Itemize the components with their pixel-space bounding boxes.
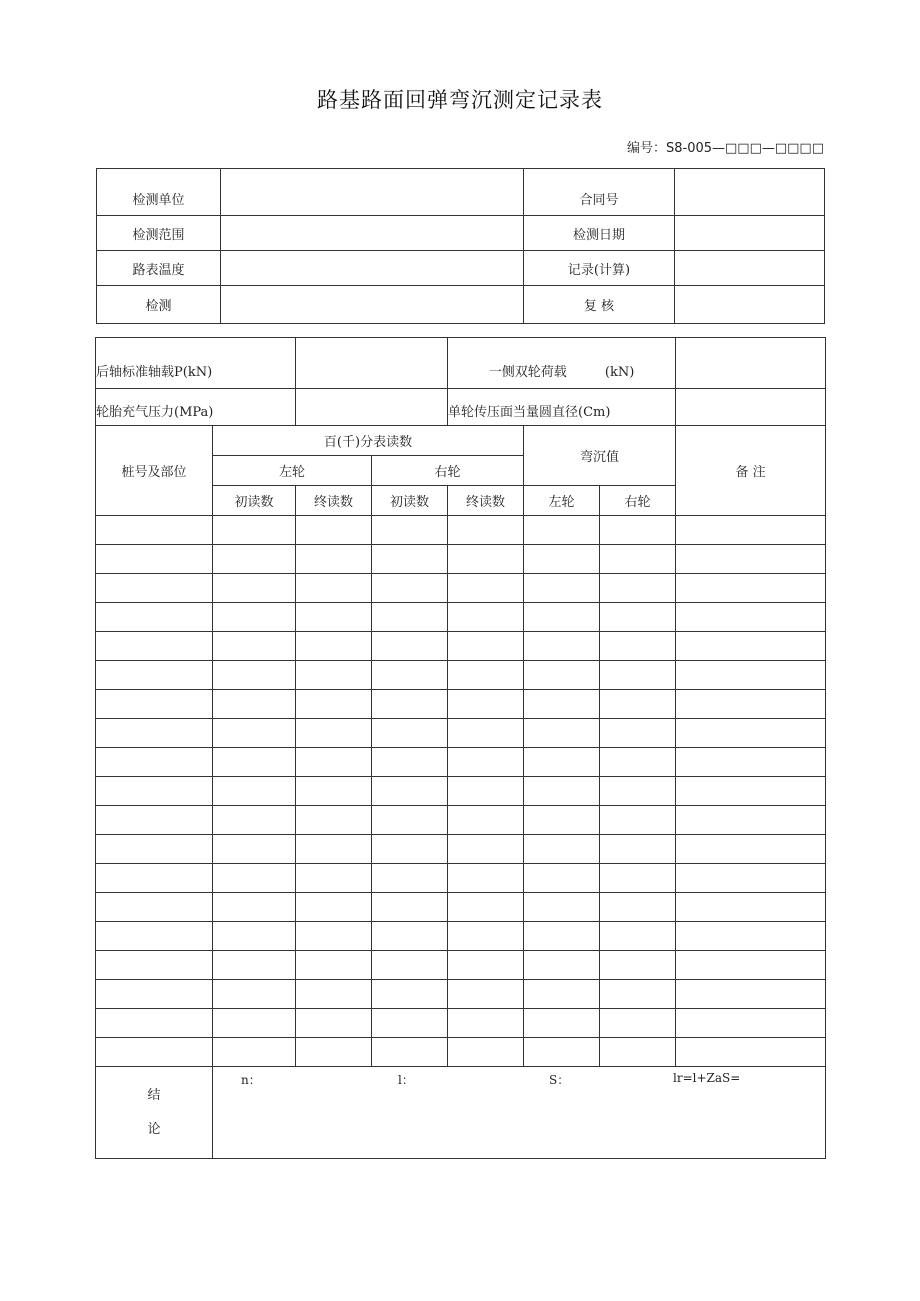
table-cell[interactable]	[448, 603, 524, 632]
label-date: 检测日期	[524, 216, 675, 251]
label-unit: 检测单位	[97, 169, 221, 216]
table-cell[interactable]	[213, 806, 296, 835]
table-cell[interactable]	[213, 603, 296, 632]
table-row	[96, 893, 826, 922]
table-cell[interactable]	[676, 777, 826, 806]
table-cell[interactable]	[296, 951, 372, 980]
table-cell[interactable]	[96, 748, 213, 777]
table-cell[interactable]	[524, 777, 600, 806]
conclusion-s: S：	[549, 1073, 570, 1087]
table-cell[interactable]	[524, 893, 600, 922]
table-cell[interactable]	[524, 690, 600, 719]
table-cell[interactable]	[296, 922, 372, 951]
table-cell[interactable]	[524, 574, 600, 603]
table-cell[interactable]	[372, 603, 448, 632]
table-cell[interactable]	[213, 951, 296, 980]
table-cell[interactable]	[296, 719, 372, 748]
table-cell[interactable]	[600, 748, 676, 777]
table-cell[interactable]	[213, 690, 296, 719]
label-circle-dia: 单轮传压面当量圆直径(Cm)	[448, 389, 676, 426]
table-cell[interactable]	[676, 632, 826, 661]
table-cell[interactable]	[524, 632, 600, 661]
table-cell[interactable]	[372, 574, 448, 603]
table-cell[interactable]	[296, 1009, 372, 1038]
value-tire-pressure[interactable]	[296, 389, 448, 426]
table-cell[interactable]	[296, 603, 372, 632]
table-cell[interactable]	[676, 835, 826, 864]
table-cell[interactable]	[448, 719, 524, 748]
table-cell[interactable]	[296, 661, 372, 690]
table-cell[interactable]	[600, 719, 676, 748]
table-cell[interactable]	[96, 1009, 213, 1038]
table-cell[interactable]	[524, 835, 600, 864]
table-cell[interactable]	[96, 864, 213, 893]
table-cell[interactable]	[372, 893, 448, 922]
table-cell[interactable]	[524, 661, 600, 690]
table-cell[interactable]	[213, 574, 296, 603]
table-cell[interactable]	[372, 661, 448, 690]
table-cell[interactable]	[372, 777, 448, 806]
table-cell[interactable]	[600, 545, 676, 574]
table-cell[interactable]	[448, 980, 524, 1009]
table-cell[interactable]	[676, 1009, 826, 1038]
label-review: 复 核	[524, 286, 675, 324]
table-cell[interactable]	[213, 661, 296, 690]
page-title: 路基路面回弹弯沉测定记录表	[317, 88, 603, 112]
label-range: 检测范围	[97, 216, 221, 251]
table-row	[96, 806, 826, 835]
table-cell[interactable]	[524, 922, 600, 951]
table-cell[interactable]	[448, 922, 524, 951]
table-cell[interactable]	[524, 951, 600, 980]
table-cell[interactable]	[372, 922, 448, 951]
data-rows	[96, 516, 826, 1067]
table-cell[interactable]	[600, 574, 676, 603]
table-cell[interactable]	[448, 574, 524, 603]
table-cell[interactable]	[448, 864, 524, 893]
label-contract: 合同号	[524, 169, 675, 216]
table-cell[interactable]	[448, 516, 524, 545]
header-station: 桩号及部位	[96, 426, 213, 516]
value-unit[interactable]	[221, 169, 524, 216]
table-cell[interactable]	[448, 1038, 524, 1067]
table-cell[interactable]	[600, 806, 676, 835]
table-cell[interactable]	[600, 1038, 676, 1067]
table-cell[interactable]	[296, 835, 372, 864]
table-cell[interactable]	[448, 690, 524, 719]
table-cell[interactable]	[296, 545, 372, 574]
table-row	[96, 835, 826, 864]
table-cell[interactable]	[96, 719, 213, 748]
table-cell[interactable]	[600, 632, 676, 661]
table-cell[interactable]	[676, 980, 826, 1009]
table-cell[interactable]	[600, 1009, 676, 1038]
table-cell[interactable]	[296, 690, 372, 719]
table-cell[interactable]	[448, 806, 524, 835]
header-left-wheel: 左轮	[213, 456, 372, 486]
table-cell[interactable]	[213, 719, 296, 748]
table-cell[interactable]	[448, 632, 524, 661]
label-dual-load	[448, 338, 676, 389]
table-row	[96, 516, 826, 545]
dual-load-unit: (kN)	[604, 364, 635, 380]
table-cell[interactable]	[524, 1038, 600, 1067]
header-init-right: 初读数	[372, 486, 448, 516]
table-cell[interactable]	[372, 690, 448, 719]
table-cell[interactable]	[524, 545, 600, 574]
table-cell[interactable]	[213, 748, 296, 777]
table-cell[interactable]	[213, 632, 296, 661]
table-cell[interactable]	[676, 922, 826, 951]
table-cell[interactable]	[372, 516, 448, 545]
table-row	[96, 574, 826, 603]
value-range[interactable]	[221, 216, 524, 251]
header-right-wheel: 右轮	[372, 456, 524, 486]
conclusion-l: l：	[398, 1073, 414, 1087]
header-init-left: 初读数	[213, 486, 296, 516]
table-cell[interactable]	[213, 835, 296, 864]
table-cell[interactable]	[676, 864, 826, 893]
table-cell[interactable]	[448, 951, 524, 980]
table-cell[interactable]	[448, 545, 524, 574]
value-review[interactable]	[675, 286, 825, 324]
table-cell[interactable]	[296, 806, 372, 835]
table-cell[interactable]	[676, 893, 826, 922]
table-cell[interactable]	[448, 661, 524, 690]
table-cell[interactable]	[524, 516, 600, 545]
label-record: 记录(计算)	[524, 251, 675, 286]
table-cell[interactable]	[372, 980, 448, 1009]
table-row	[96, 951, 826, 980]
table-cell[interactable]	[600, 835, 676, 864]
label-test: 检测	[97, 286, 221, 324]
table-cell[interactable]	[676, 748, 826, 777]
table-cell[interactable]	[676, 806, 826, 835]
table-cell[interactable]	[448, 893, 524, 922]
table-cell[interactable]	[372, 545, 448, 574]
table-cell[interactable]	[96, 806, 213, 835]
table-cell[interactable]	[213, 922, 296, 951]
table-cell[interactable]	[96, 1038, 213, 1067]
table-cell[interactable]	[448, 748, 524, 777]
table-cell[interactable]	[296, 1038, 372, 1067]
table-cell[interactable]	[524, 806, 600, 835]
table-cell[interactable]	[372, 1009, 448, 1038]
table-row	[96, 864, 826, 893]
table-cell[interactable]	[213, 545, 296, 574]
table-cell[interactable]	[600, 603, 676, 632]
table-cell[interactable]	[600, 777, 676, 806]
table-cell[interactable]	[448, 835, 524, 864]
table-cell[interactable]	[96, 516, 213, 545]
table-row	[96, 980, 826, 1009]
table-cell[interactable]	[524, 1009, 600, 1038]
table-cell[interactable]	[296, 864, 372, 893]
table-cell[interactable]	[600, 516, 676, 545]
conclusion-lr: lr=l+ZaS=	[673, 1071, 741, 1085]
value-date[interactable]	[675, 216, 825, 251]
table-cell[interactable]	[96, 980, 213, 1009]
table-cell[interactable]	[600, 661, 676, 690]
table-cell[interactable]	[676, 690, 826, 719]
table-cell[interactable]	[524, 719, 600, 748]
value-dual-load[interactable]	[676, 338, 826, 389]
conclusion-label-1: 结	[147, 1087, 161, 1103]
table-cell[interactable]	[600, 864, 676, 893]
table-cell[interactable]	[448, 1009, 524, 1038]
table-cell[interactable]	[96, 893, 213, 922]
table-cell[interactable]	[600, 893, 676, 922]
info-table	[96, 168, 825, 324]
table-cell[interactable]	[676, 951, 826, 980]
table-row	[96, 545, 826, 574]
table-cell[interactable]	[296, 777, 372, 806]
table-cell[interactable]	[676, 603, 826, 632]
label-axle-load: 后轴标准轴载P(kN)	[96, 338, 296, 389]
table-cell[interactable]	[213, 777, 296, 806]
label-tire-pressure: 轮胎充气压力(MPa)	[96, 389, 296, 426]
header-deflection: 弯沉值	[524, 426, 676, 486]
header-final-left: 终读数	[296, 486, 372, 516]
table-cell[interactable]	[296, 893, 372, 922]
table-cell[interactable]	[372, 806, 448, 835]
table-cell[interactable]	[213, 893, 296, 922]
value-record[interactable]	[675, 251, 825, 286]
table-cell[interactable]	[213, 516, 296, 545]
table-cell[interactable]	[448, 777, 524, 806]
value-temp[interactable]	[221, 251, 524, 286]
table-row	[96, 748, 826, 777]
table-cell[interactable]	[96, 777, 213, 806]
table-row	[96, 777, 826, 806]
table-cell[interactable]	[213, 864, 296, 893]
table-cell[interactable]	[96, 922, 213, 951]
table-row	[96, 661, 826, 690]
header-deflection-left: 左轮	[524, 486, 600, 516]
table-row	[96, 1038, 826, 1067]
table-cell[interactable]	[213, 1038, 296, 1067]
table-cell[interactable]	[96, 690, 213, 719]
table-cell[interactable]	[600, 980, 676, 1009]
table-row	[96, 690, 826, 719]
dual-load-text: 一侧双轮荷载	[488, 364, 567, 380]
conclusion-label-2: 论	[147, 1121, 161, 1137]
table-cell[interactable]	[524, 980, 600, 1009]
conclusion-content[interactable]	[213, 1067, 826, 1159]
table-cell[interactable]	[372, 1038, 448, 1067]
table-cell[interactable]	[372, 719, 448, 748]
table-cell[interactable]	[676, 574, 826, 603]
header-remark: 备 注	[676, 426, 826, 516]
table-cell[interactable]	[96, 545, 213, 574]
table-cell[interactable]	[676, 719, 826, 748]
table-cell[interactable]	[372, 864, 448, 893]
conclusion-n: n：	[241, 1073, 261, 1087]
table-cell[interactable]	[96, 951, 213, 980]
table-row	[96, 922, 826, 951]
table-cell[interactable]	[213, 1009, 296, 1038]
table-row	[96, 603, 826, 632]
table-cell[interactable]	[676, 516, 826, 545]
conclusion-label	[96, 1067, 213, 1159]
value-contract[interactable]	[675, 169, 825, 216]
table-row	[96, 1009, 826, 1038]
table-cell[interactable]	[372, 748, 448, 777]
table-cell[interactable]	[676, 545, 826, 574]
table-cell[interactable]	[676, 1038, 826, 1067]
table-cell[interactable]	[372, 951, 448, 980]
table-cell[interactable]	[296, 632, 372, 661]
table-cell[interactable]	[96, 632, 213, 661]
table-cell[interactable]	[372, 835, 448, 864]
table-cell[interactable]	[296, 516, 372, 545]
value-axle-load[interactable]	[296, 338, 448, 389]
table-cell[interactable]	[213, 980, 296, 1009]
header-gauge: 百(千)分表读数	[213, 426, 524, 456]
table-cell[interactable]	[600, 922, 676, 951]
table-cell[interactable]	[296, 980, 372, 1009]
table-cell[interactable]	[524, 748, 600, 777]
label-temp: 路表温度	[97, 251, 221, 286]
table-cell[interactable]	[96, 574, 213, 603]
value-test[interactable]	[221, 286, 524, 324]
table-row	[96, 719, 826, 748]
deflection-table	[95, 337, 826, 1159]
table-cell[interactable]	[96, 835, 213, 864]
table-cell[interactable]	[296, 748, 372, 777]
table-cell[interactable]	[524, 603, 600, 632]
form-code: 编号：S8-005—□□□—□□□□	[626, 141, 824, 156]
value-circle-dia[interactable]	[676, 389, 826, 426]
table-cell[interactable]	[96, 603, 213, 632]
table-cell[interactable]	[676, 661, 826, 690]
table-cell[interactable]	[96, 661, 213, 690]
table-cell[interactable]	[600, 690, 676, 719]
table-cell[interactable]	[600, 951, 676, 980]
table-cell[interactable]	[296, 574, 372, 603]
header-deflection-right: 右轮	[600, 486, 676, 516]
header-final-right: 终读数	[448, 486, 524, 516]
table-cell[interactable]	[524, 864, 600, 893]
table-cell[interactable]	[372, 632, 448, 661]
table-row	[96, 632, 826, 661]
